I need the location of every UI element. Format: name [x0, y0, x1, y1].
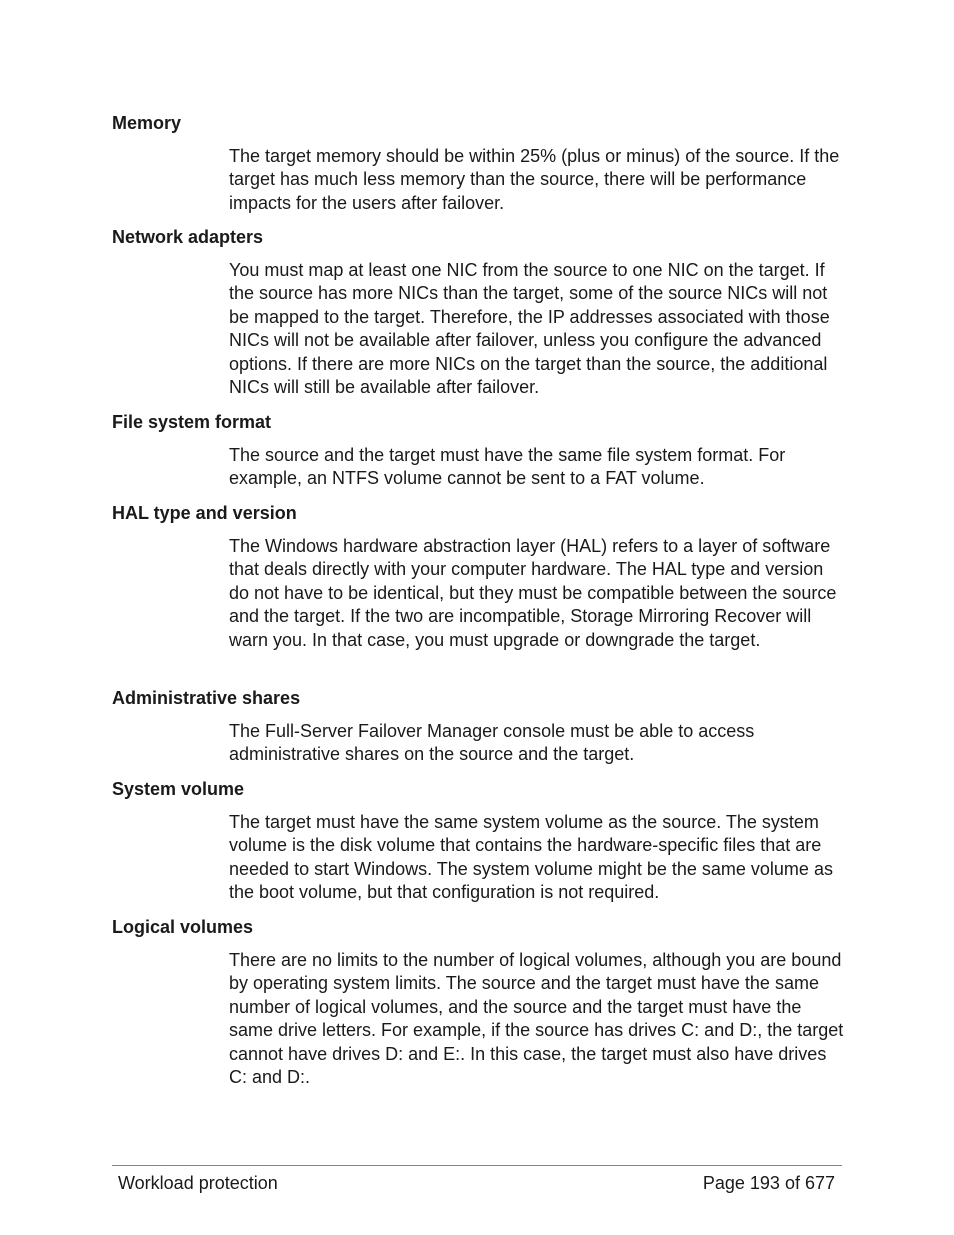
- footer-section-title: Workload protection: [118, 1173, 278, 1193]
- heading-administrative-shares: Administrative shares: [112, 688, 301, 708]
- heading-memory: Memory: [112, 113, 182, 133]
- body-administrative-shares: The Full-Server Failover Manager console must be able to access administrative shares on the source and the target.: [229, 721, 755, 765]
- heading-file-system-format: File system format: [112, 412, 272, 432]
- body-system-volume: The target must have the same system volume as the source. The system volume is the disk volume that contains the hardware-specific files that are needed to start Windows. The system volume might be the same volume as the boot volume, but that configuration is not required.: [229, 812, 833, 903]
- body-logical-volumes: There are no limits to the number of logical volumes, although you are bound by operating system limits. The source and the target must have the same number of logical volumes, and the source and the target must have the same drive letters. For example, if the source has drives C: and D:, the target cannot have drives D: and E:. In this case, the target must also have drives C: and D:.: [229, 950, 844, 1088]
- heading-logical-volumes: Logical volumes: [112, 917, 254, 937]
- body-network-adapters: You must map at least one NIC from the source to one NIC on the target. If the source has more NICs than the target, some of the source NICs will not be mapped to the target. Therefore, the IP addresses associated with those NICs will not be available after failover, unless you configure the advanced options. If there are more NICs on the target than the source, the additional NICs will still be available after failover.: [229, 260, 830, 398]
- heading-network-adapters: Network adapters: [112, 227, 264, 247]
- footer-divider: [112, 1165, 842, 1166]
- body-hal-type-and-version: The Windows hardware abstraction layer (HAL) refers to a layer of software that deals directly with your computer hardware. The HAL type and version do not have to be identical, but they must be compatible between the source and the target. If the two are incompatible, Storage Mirroring Recover will warn you. In that case, you must upgrade or downgrade the target.: [229, 536, 837, 650]
- body-memory: The target memory should be within 25% (plus or minus) of the source. If the target has much less memory than the source, there will be performance impacts for the users after failover.: [229, 146, 840, 213]
- heading-hal-type-and-version: HAL type and version: [112, 503, 297, 523]
- heading-system-volume: System volume: [112, 779, 245, 799]
- footer-page-number: Page 193 of 677: [702, 1173, 835, 1193]
- body-file-system-format: The source and the target must have the same file system format. For example, an NTFS volume cannot be sent to a FAT volume.: [229, 445, 786, 489]
